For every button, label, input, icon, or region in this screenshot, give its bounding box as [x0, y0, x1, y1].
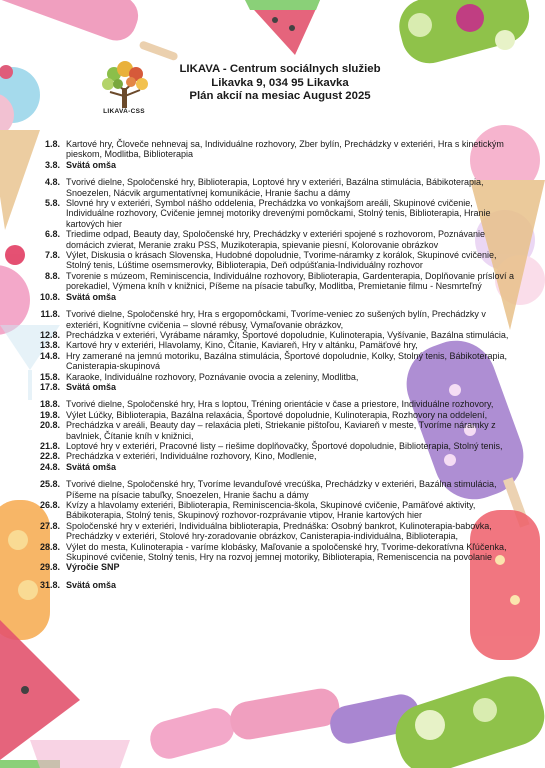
schedule-row — [22, 462, 522, 472]
schedule-activities: Tvorivé dielne, Spoločenské hry, Hra s loptou, Tréning orientácie v čase a priestore, Individuálne rozhovory, — [66, 399, 494, 410]
schedule-row — [22, 382, 522, 392]
schedule-activities: Loptové hry v exteriéri, Pracovné listy – riešime doplňovačky, Športové dopoludnie, Biblioterapia, Stolný tenis, — [66, 440, 503, 451]
schedule-date: 28.8. — [39, 541, 60, 552]
schedule-date: 7.8. — [44, 250, 60, 261]
schedule-row — [22, 160, 522, 170]
schedule-date: 4.8. — [44, 177, 60, 188]
schedule-activities: Kartové hry, Človeče nehnevaj sa, Individuálne rozhovory, Zber bylín, Prechádzky v exteriéri, Hra s kinetickým pieskom, Modlitba, Biblioterapia — [66, 139, 504, 160]
schedule-date: 25.8. — [39, 479, 60, 490]
group-spacer — [22, 472, 522, 479]
schedule-date: 22.8. — [39, 451, 60, 462]
schedule-row — [22, 451, 522, 461]
schedule-activities: Svätá omša — [66, 291, 117, 302]
schedule-row — [22, 420, 522, 441]
schedule-date: 27.8. — [39, 520, 60, 531]
schedule-activities: Hry zamerané na jemnú motoriku, Bazálna stimulácia, Športové dopoludnie, Kolky, Stolný tenis, Bábikoterapia, Canisterapia-skupinová — [66, 350, 508, 372]
schedule-activities: Kvízy a hlavolamy exteriéri, Biblioterapia, Reminiscencia-škola, Skupinové cvičenie, Pamäťové aktivity, Bábikoterapia, Stolný tenis, Skupinový rozhovor-rozprávanie vtipov, Hranie kartových hier — [66, 500, 476, 521]
schedule-activities: Svätá omša — [66, 159, 117, 170]
schedule-activities: Výročie SNP — [66, 562, 120, 573]
schedule-row — [22, 441, 522, 451]
schedule-date: 17.8. — [39, 381, 60, 392]
schedule-date: 13.8. — [39, 340, 60, 351]
schedule-date: 14.8. — [39, 350, 60, 361]
schedule-activities: Tvorivé dielne, Spoločenské hry, Hra s ergopomôckami, Tvoríme-veniec zo sušených bylín, Prechádzky v exteriéri, Kognitívne cvičenia – slovné rébusy, Vymaľovanie obrázkov, — [66, 309, 486, 330]
schedule-date: 21.8. — [39, 440, 60, 451]
schedule-date: 3.8. — [44, 159, 60, 170]
schedule-row — [22, 562, 522, 572]
group-spacer — [22, 590, 522, 597]
schedule-activities: Výlet do mesta, Kulinoterapia - varíme klobásky, Maľovanie a spoločenské hry, Tvorime-dekoratívna Kľúčenka, Skupinové cvičenie, Stolný tenis, Hry na rozvoj jemnej motoriky, Biblioterapia, Remeniscencia na povolanie — [66, 541, 507, 563]
schedule-row — [22, 309, 522, 330]
page-header — [150, 63, 410, 104]
plan-title: Plán akcií na mesiac August 2025 — [189, 90, 371, 102]
schedule-date: 18.8. — [39, 399, 60, 410]
schedule-row — [22, 340, 522, 350]
schedule-date: 1.8. — [44, 139, 60, 149]
schedule-date: 24.8. — [39, 461, 60, 472]
schedule-date: 12.8. — [39, 329, 60, 340]
group-spacer — [22, 573, 522, 580]
schedule-activities: Svätá omša — [66, 381, 117, 392]
group-spacer — [22, 170, 522, 177]
schedule-row — [22, 399, 522, 409]
schedule-date: 26.8. — [39, 500, 60, 510]
schedule-activities: Tvorenie s múzeom, Reminiscencia, Individuálne rozhovory, Biblioterapia, Gardenterapia, Doplňovanie prísloví a porekadiel, Výmena kníh v knižnici, Píšeme na písacie tabuľky, Modlitba, Premietanie filmu - Nesmrteľný — [66, 270, 515, 292]
schedule-date: 19.8. — [39, 409, 60, 420]
schedule-row — [22, 177, 522, 198]
schedule-activities: Spoločenské hry v exteriéri, Individuálna biblioterapia, Prednáška: Osobný bankrot, Kulinoterapia-babovka, Prechádzky v exteriéri, Stolové hry-zoradovanie obrázkov, Canisterapia-individuálna, Biblioterapia, — [66, 520, 492, 542]
schedule-activities: Triedime odpad, Beauty day, Spoločenské hry, Prechádzky v exteriéri spojené s rozhovorom, Poznávanie domácich zvierat, Meranie zraku PSS, Muzikoterapia, spievanie piesní, Kolorovanie obrázkov — [66, 229, 486, 250]
schedule-activities: Tvorivé dielne, Spoločenské hry, Tvoríme levanduľové vrecúška, Prechádzky v exteriéri, Bazálna stimulácia, Píšeme na písacie tabuľky, Snoezelen, Hranie šachu a dámy — [66, 479, 497, 500]
schedule-activities: Tvorivé dielne, Spoločenské hry, Biblioterapia, Loptové hry v exteriéri, Bazálna stimulácia, Bábikoterapia, Snoezelen, Nácvik argumentatívnej komunikácie, Hranie šachu a dámy — [66, 177, 484, 198]
schedule-activities: Prechádzka v areáli, Beauty day – relaxácia pleti, Striekanie pištoľou, Kaviareň v meste, Tvoríme náramky z bavlniek, Čítanie kníh v knižnici, — [66, 420, 496, 441]
schedule-row — [22, 521, 522, 542]
schedule-date: 5.8. — [44, 198, 60, 209]
org-address: Likavka 9, 034 95 Likavka — [211, 76, 349, 89]
schedule-row — [22, 479, 522, 500]
schedule-date: 6.8. — [44, 229, 60, 240]
schedule-activities: Svätá omša — [66, 461, 117, 472]
schedule-activities: Svätá omša — [66, 579, 117, 590]
schedule-row — [22, 372, 522, 382]
schedule-activities: Prechádzka v exteriéri, Vyrábame náramky, Športové dopoludnie, Kulinoterapia, Vyšívanie, Bazálna stimulácia, — [66, 329, 509, 340]
schedule-row — [22, 271, 522, 292]
schedule-activities: Výlet Lúčky, Biblioterapia, Bazálna relaxácia, Športové dopoludnie, Kulinoterapia, Rozhovory na oddelení, — [66, 409, 488, 420]
schedule-row — [22, 500, 522, 521]
schedule-date: 31.8. — [39, 579, 60, 590]
schedule-row — [22, 330, 522, 340]
schedule-date: 11.8. — [40, 309, 60, 320]
schedule-row — [22, 292, 522, 302]
schedule-activities: Prechádzka v exteriéri, Individuálne rozhovory, Kino, Modlenie, — [66, 451, 317, 462]
schedule-date: 15.8. — [39, 371, 60, 382]
schedule-row — [22, 250, 522, 271]
schedule-date: 8.8. — [44, 270, 60, 281]
schedule-row — [22, 542, 522, 563]
schedule-activities: Výlet, Diskusia o krásach Slovenska, Hudobné dopoludnie, Tvorime-náramky z korálok, Skupinové cvičenie, Stolný tenis, Lúštime osemsmerovky, Biblioterapia, Deň odpúšťania-Individuálny rozhovor — [66, 250, 497, 271]
schedule-row — [22, 198, 522, 229]
schedule-date: 10.8. — [39, 291, 60, 302]
schedule-activities: Kartové hry v exteriéri, Hlavolamy, Kino, Čítanie, Kaviareň, Hry v altánku, Pamäťové hry, — [66, 340, 418, 351]
schedule-row — [22, 580, 522, 590]
schedule-activities: Karaoke, Individuálne rozhovory, Poznávanie ovocia a zeleniny, Modlitba, — [66, 371, 359, 382]
group-spacer — [22, 302, 522, 309]
group-spacer — [22, 392, 522, 399]
schedule-activities: Slovné hry v exteriéri, Symbol nášho oddelenia, Prechádzka vo vonkajšom areáli, Skupinové cvičenie, Individuálne rozhovory, Cvičenie jemnej motoriky drevenými pomôckami, Stolný tenis, Biblioterapia, Hranie kartových hier — [66, 198, 491, 229]
schedule-row — [22, 351, 522, 372]
schedule-date: 20.8. — [39, 420, 60, 431]
schedule-row — [22, 139, 522, 160]
logo-caption: LIKAVA-CSS — [103, 108, 145, 115]
schedule-row — [22, 229, 522, 250]
activity-schedule — [22, 139, 522, 597]
org-name: LIKAVA - Centrum sociálnych služieb — [179, 63, 381, 75]
schedule-row — [22, 410, 522, 420]
schedule-date: 29.8. — [39, 562, 60, 573]
